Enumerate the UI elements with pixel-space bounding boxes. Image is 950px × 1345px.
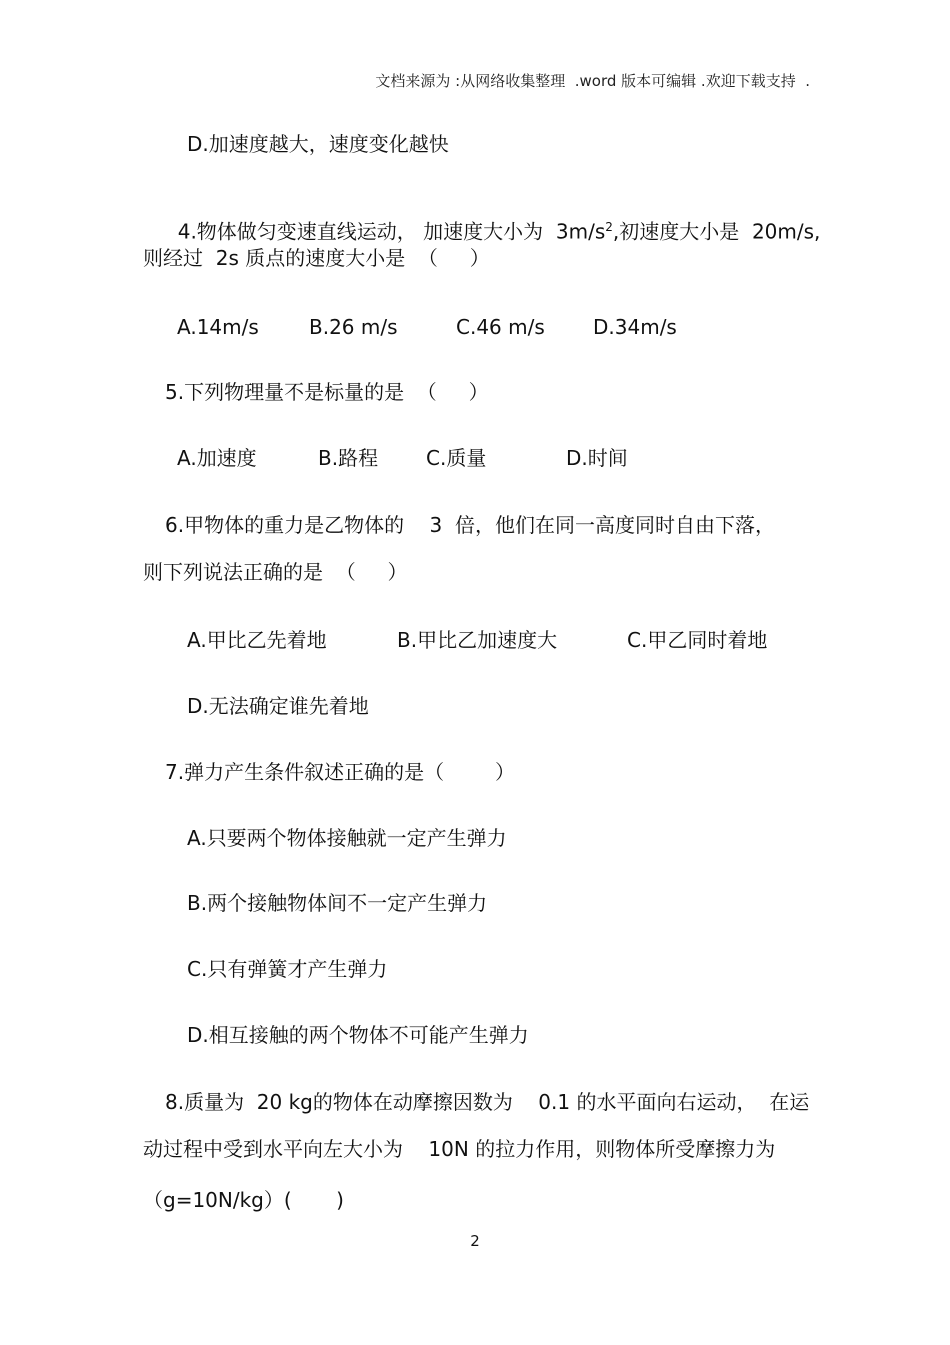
q5-option-d: D.时间 bbox=[566, 446, 628, 470]
q5-option-a: A.加速度 bbox=[177, 446, 257, 470]
q7-stem: 7.弹力产生条件叙述正确的是（ ） bbox=[165, 760, 515, 784]
q6-option-d: D.无法确定谁先着地 bbox=[187, 694, 369, 718]
q4-option-d: D.34m/s bbox=[593, 315, 677, 339]
q7-option-d: D.相互接触的两个物体不可能产生弹力 bbox=[187, 1023, 529, 1047]
q4-stem-line2: 则经过 2s 质点的速度大小是 （ ） bbox=[143, 246, 490, 270]
q5-stem: 5.下列物理量不是标量的是 （ ） bbox=[165, 380, 489, 404]
q4-superscript: 2 bbox=[605, 220, 613, 234]
q6-stem-line1: 6.甲物体的重力是乙物体的 3 倍，他们在同一高度同时自由下落， bbox=[165, 513, 775, 537]
q6-option-b: B.甲比乙加速度大 bbox=[397, 628, 558, 652]
q4-option-b: B.26 m/s bbox=[309, 315, 398, 339]
q6-option-c: C.甲乙同时着地 bbox=[627, 628, 768, 652]
q7-option-a: A.只要两个物体接触就一定产生弹力 bbox=[187, 826, 507, 850]
q7-option-b: B.两个接触物体间不一定产生弹力 bbox=[187, 891, 488, 915]
page-number: 2 bbox=[470, 1232, 480, 1250]
q4-stem-line1-post: ,初速度大小是 20m/s, bbox=[612, 219, 821, 244]
q7-option-c: C.只有弹簧才产生弹力 bbox=[187, 957, 388, 981]
page-header: 文档来源为 :从网络收集整理 .word 版本可编辑 .欢迎下载支持 . bbox=[375, 72, 810, 90]
q4-option-c: C.46 m/s bbox=[456, 315, 545, 339]
q4-option-a: A.14m/s bbox=[177, 315, 259, 339]
q6-option-a: A.甲比乙先着地 bbox=[187, 628, 327, 652]
q4-stem-line1 bbox=[165, 201, 820, 242]
q8-stem-line1: 8.质量为 20 kg的物体在动摩擦因数为 0.1 的水平面向右运动， 在运 bbox=[165, 1090, 810, 1114]
q8-stem-line3: （g=10N/kg）( ) bbox=[143, 1188, 344, 1212]
q3-option-d: D.加速度越大，速度变化越快 bbox=[187, 132, 449, 156]
q5-option-c: C.质量 bbox=[426, 446, 487, 470]
q4-stem-line1-pre: 4.物体做匀变速直线运动， 加速度大小为 3m/s bbox=[177, 219, 606, 244]
q6-stem-line2: 则下列说法正确的是 （ ） bbox=[143, 560, 408, 584]
q5-option-b: B.路程 bbox=[318, 446, 379, 470]
q8-stem-line2: 动过程中受到水平向左大小为 10N 的拉力作用，则物体所受摩擦力为 bbox=[143, 1137, 776, 1161]
